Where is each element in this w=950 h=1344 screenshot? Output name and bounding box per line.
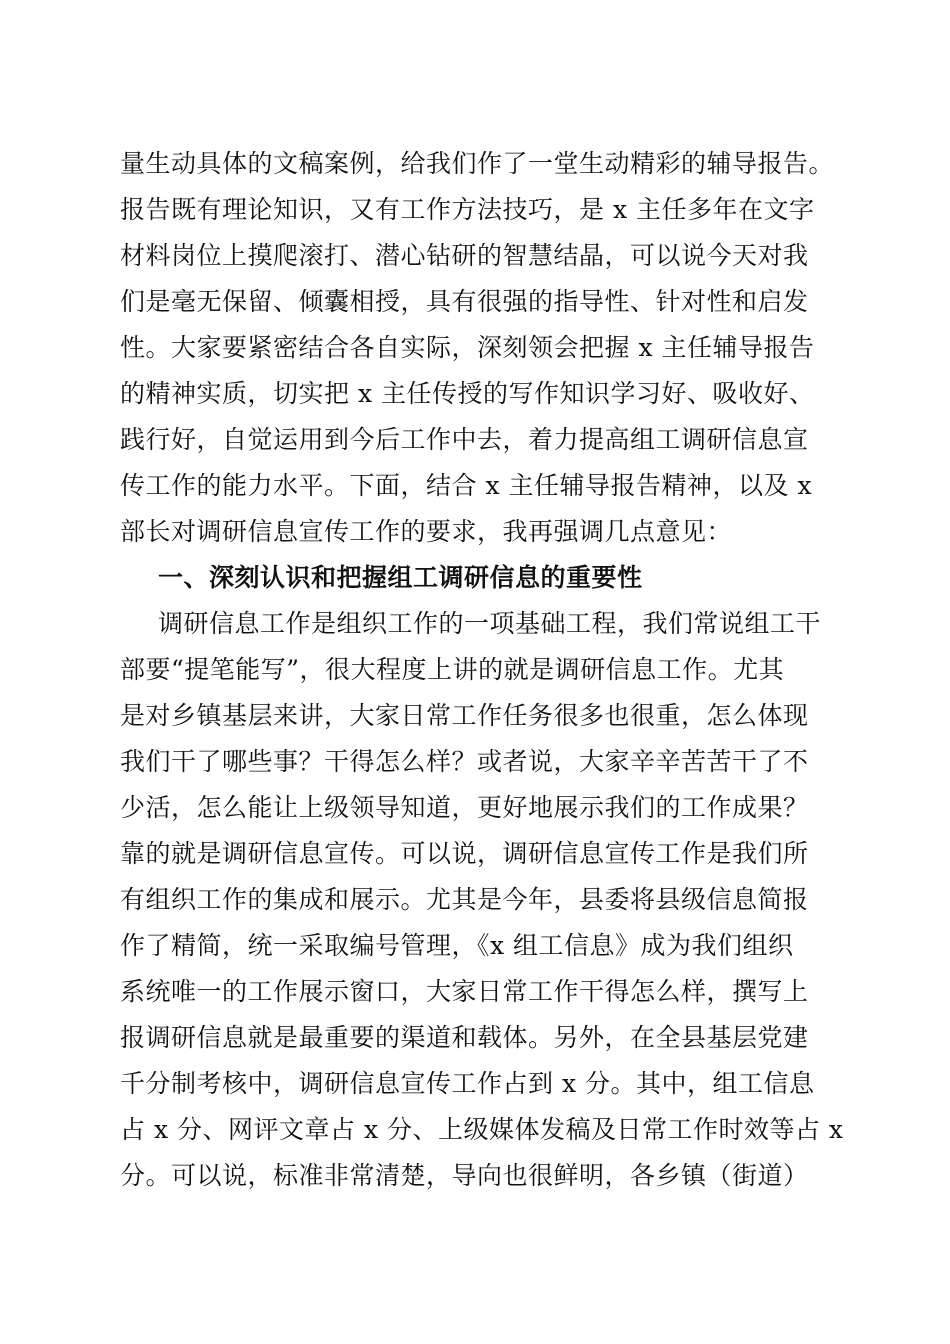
body-line: 作了精简，统一采取编号管理，《x 组工信息》成为我们组织 <box>120 931 794 960</box>
body-line: 部要“提笔能写”，很大程度上讲的就是调研信息工作。尤其 <box>120 655 785 684</box>
section-heading: 一、深刻认识和把握组工调研信息的重要性 <box>158 563 643 592</box>
body-line: 部长对调研信息宣传工作的要求，我再强调几点意见： <box>120 517 733 546</box>
body-line: 材料岗位上摸爬滚打、潜心钻研的智慧结晶，可以说今天对我 <box>120 241 809 270</box>
body-line: 量生动具体的文稿案例，给我们作了一堂生动精彩的辅导报告。 <box>120 149 835 178</box>
body-line: 性。大家要紧密结合各自实际，深刻领会把握 x 主任辅导报告 <box>120 333 815 362</box>
body-line: 我们干了哪些事？干得怎么样？或者说，大家辛辛苦苦干了不 <box>120 747 809 776</box>
body-line: 分。可以说，标准非常清楚，导向也很鲜明，各乡镇（街道） <box>120 1161 809 1190</box>
body-line: 少活，怎么能让上级领导知道，更好地展示我们的工作成果？ <box>120 793 809 822</box>
body-line: 千分制考核中，调研信息宣传工作占到 x 分。其中，组工信息 <box>120 1069 815 1098</box>
body-line: 们是毫无保留、倾囊相授，具有很强的指导性、针对性和启发 <box>120 287 809 316</box>
body-line: 报调研信息就是最重要的渠道和载体。另外，在全县基层党建 <box>120 1023 809 1052</box>
body-line: 的精神实质，切实把 x 主任传授的写作知识学习好、吸收好、 <box>120 379 815 408</box>
body-line: 有组织工作的集成和展示。尤其是今年，县委将县级信息简报 <box>120 885 809 914</box>
body-line: 报告既有理论知识，又有工作方法技巧，是 x 主任多年在文字 <box>120 195 815 224</box>
body-line: 系统唯一的工作展示窗口，大家日常工作干得怎么样，撰写上 <box>120 977 809 1006</box>
body-line: 靠的就是调研信息宣传。可以说，调研信息宣传工作是我们所 <box>120 839 809 868</box>
body-line: 调研信息工作是组织工作的一项基础工程，我们常说组工干 <box>158 609 822 638</box>
body-line: 占 x 分、网评文章占 x 分、上级媒体发稿及日常工作时效等占 x <box>120 1115 844 1144</box>
body-line: 践行好，自觉运用到今后工作中去，着力提高组工调研信息宣 <box>120 425 809 454</box>
body-line: 传工作的能力水平。下面，结合 x 主任辅导报告精神，以及 x <box>120 471 813 500</box>
body-line: 是对乡镇基层来讲，大家日常工作任务很多也很重，怎么体现 <box>120 701 809 730</box>
